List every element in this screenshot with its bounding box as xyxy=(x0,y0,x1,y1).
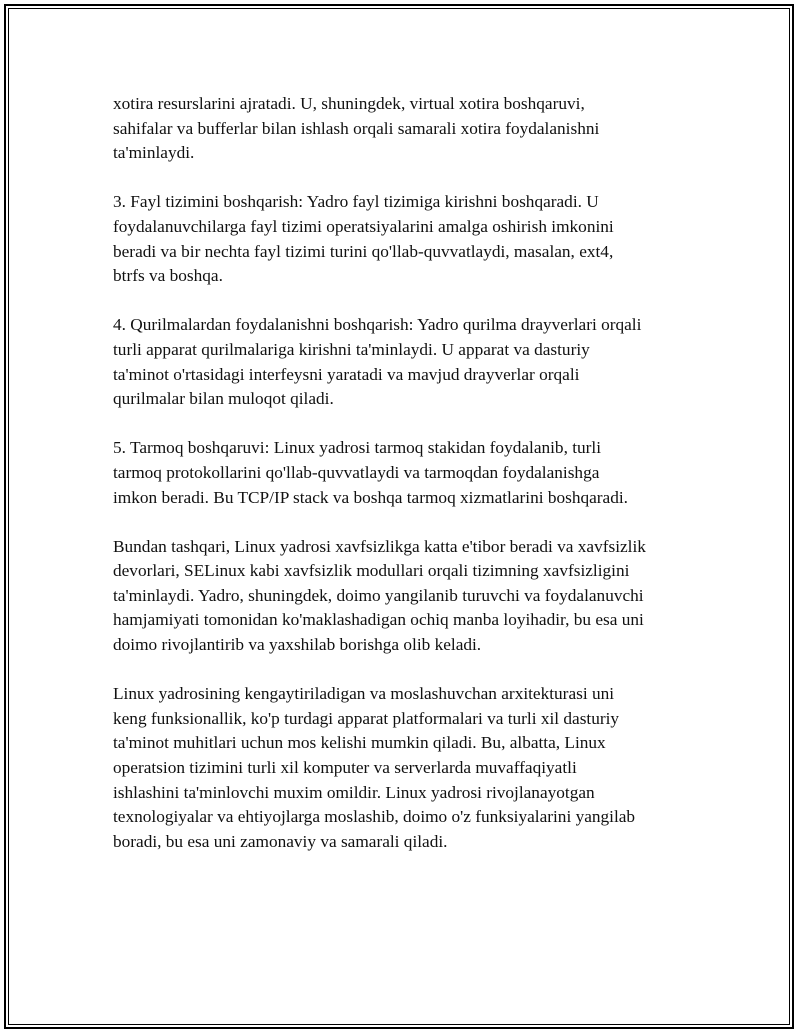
paragraph-security xyxy=(113,535,703,658)
text-line: ta'minlaydi. xyxy=(113,143,195,163)
text-line: 3. Fayl tizimini boshqarish: Yadro fayl tizimiga kirishni boshqaradi. U xyxy=(113,192,599,212)
text-line: qurilmalar bilan muloqot qiladi. xyxy=(113,389,334,409)
text-line: doimo rivojlantirib va yaxshilab borishga olib keladi. xyxy=(113,635,482,655)
text-line: ta'minot muhitlari uchun mos kelishi mumkin qiladi. Bu, albatta, Linux xyxy=(113,733,606,753)
text-line: tarmoq protokollarini qo'llab-quvvatlaydi va tarmoqdan foydalanishga xyxy=(113,462,600,482)
paragraph-architecture xyxy=(113,682,703,854)
paragraph-devices xyxy=(113,313,703,411)
text-line: keng funksionallik, ko'p turdagi apparat platformalari va turli xil dasturiy xyxy=(113,708,620,728)
text-line: texnologiyalar va ehtiyojlarga moslashib, doimo o'z funksiyalarini yangilab xyxy=(113,807,636,827)
text-line: xotira resurslarini ajratadi. U, shuningdek, virtual xotira boshqaruvi, xyxy=(113,94,585,113)
text-line: turli apparat qurilmalariga kirishni ta'minlaydi. U apparat va dasturiy xyxy=(113,339,590,359)
text-line: operatsion tizimini turli xil komputer va serverlarda muvaffaqiyatli xyxy=(113,758,577,778)
text-line: ta'minlaydi. Yadro, shuningdek, doimo yangilanib turuvchi va foydalanuvchi xyxy=(113,585,644,605)
text-line: Bundan tashqari, Linux yadrosi xavfsizlikga katta e'tibor beradi va xavfsizlik xyxy=(113,536,646,556)
text-line: ishlashini ta'minlovchi muxim omildir. Linux yadrosi rivojlanayotgan xyxy=(113,782,595,802)
text-line: btrfs va boshqa. xyxy=(113,266,223,286)
text-line: hamjamiyati tomonidan ko'maklashadigan ochiq manba loyihadir, bu esa uni xyxy=(113,610,644,630)
text-line: 4. Qurilmalardan foydalanishni boshqarish: Yadro qurilma drayverlari orqali xyxy=(113,315,642,335)
text-line: 5. Tarmoq boshqaruvi: Linux yadrosi tarmoq stakidan foydalanib, turli xyxy=(113,438,602,458)
paragraph-file-system xyxy=(113,190,703,288)
text-line: beradi va bir nechta fayl tizimi turini qo'llab-quvvatlaydi, masalan, ext4, xyxy=(113,241,614,261)
text-line: ta'minot o'rtasidagi interfeysni yaratadi va mavjud drayverlar orqali xyxy=(113,364,580,384)
text-line: imkon beradi. Bu TCP/IP stack va boshqa tarmoq xizmatlarini boshqaradi. xyxy=(113,487,628,507)
text-line: sahifalar va bufferlar bilan ishlash orqali samarali xotira foydalanishni xyxy=(113,118,600,138)
text-line: Linux yadrosining kengaytiriladigan va moslashuvchan arxitekturasi uni xyxy=(113,684,615,704)
text-line: foydalanuvchilarga fayl tizimi operatsiyalarini amalga oshirish imkonini xyxy=(113,216,614,236)
text-line: boradi, bu esa uni zamonaviy va samarali qiladi. xyxy=(113,831,448,851)
paragraph-networking xyxy=(113,436,703,510)
paragraph-memory-continued xyxy=(113,92,703,166)
document-body xyxy=(113,92,703,879)
text-line: devorlari, SELinux kabi xavfsizlik modullari orqali tizimning xavfsizligini xyxy=(113,561,630,581)
